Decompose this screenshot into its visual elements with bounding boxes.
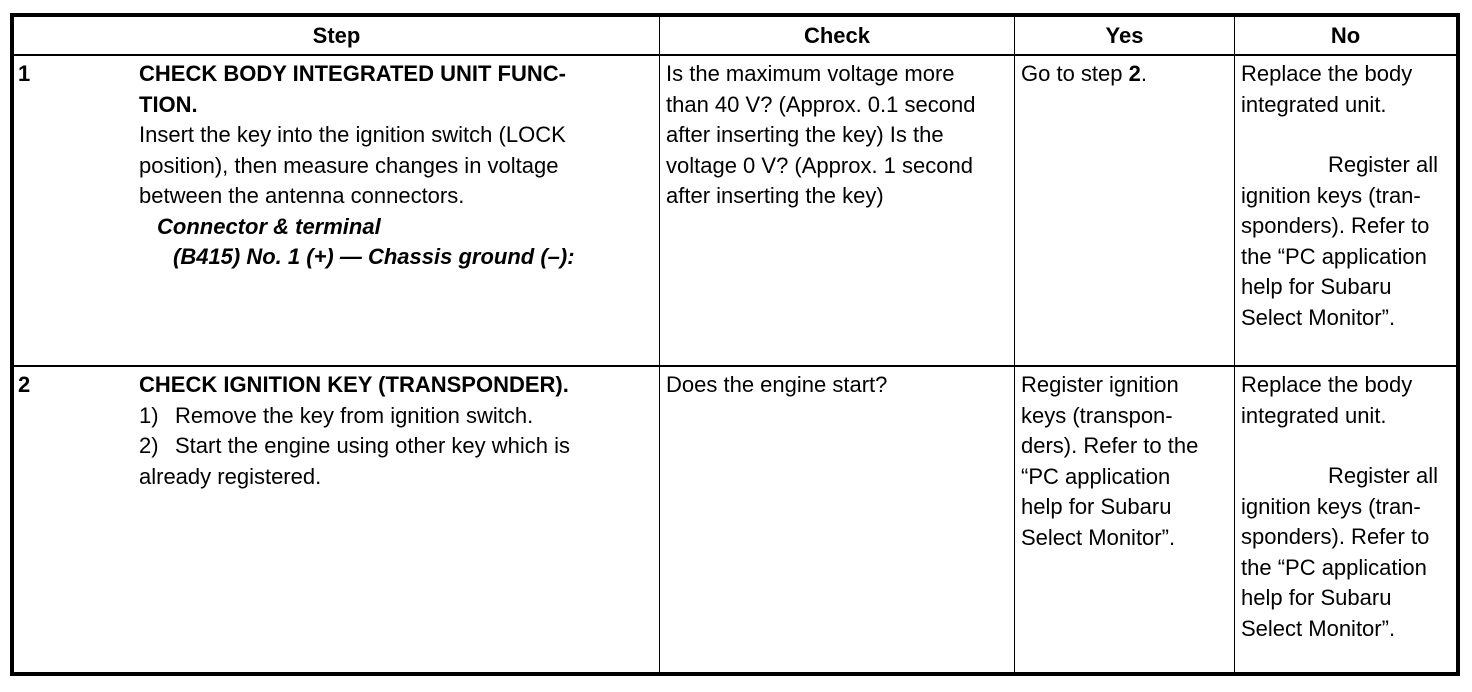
yes-line: ders). Refer to the [1021, 433, 1199, 458]
check-line: Does the engine start? [666, 372, 888, 397]
check-line: than 40 V? (Approx. 0.1 second [666, 91, 976, 117]
yes-line: keys (transpon- [1021, 402, 1173, 428]
no-line: help for Subaru [1241, 274, 1392, 299]
no-line: Replace the body [1241, 372, 1413, 397]
yes-step-ref: 2 [1128, 61, 1141, 86]
list-item-cont: already registered. [139, 463, 322, 489]
step-number: 1 [18, 61, 31, 86]
list-item-number: 2) [139, 433, 159, 458]
no-line: the “PC application [1241, 243, 1427, 269]
diagnostic-table [13, 16, 1457, 673]
connector-label: Connector & terminal [157, 213, 381, 239]
step-cell [14, 55, 660, 366]
check-line: after inserting the key) [666, 183, 884, 208]
no-line: Select Monitor”. [1241, 615, 1396, 641]
no-line: ignition keys (tran- [1241, 182, 1421, 208]
header-row [14, 17, 1457, 56]
connector-value: (B415) No. 1 (+) — Chassis ground (–): [173, 244, 575, 269]
no-line: the “PC application [1241, 554, 1427, 580]
no-line: integrated unit. [1241, 91, 1387, 117]
header-yes: Yes [1015, 17, 1235, 56]
list-item [139, 401, 655, 432]
check-line: Is the maximum voltage more [666, 61, 955, 86]
table-row [14, 366, 1457, 673]
header-check: Check [660, 17, 1015, 56]
no-cell [1235, 55, 1457, 366]
no-line: sponders). Refer to [1241, 213, 1430, 238]
yes-line: help for Subaru [1021, 494, 1172, 519]
yes-line: Register ignition [1021, 372, 1179, 397]
step-desc-line: between the antenna connectors. [139, 183, 465, 208]
no-line: Select Monitor”. [1241, 304, 1396, 330]
check-cell [660, 55, 1015, 366]
header-no: No [1235, 17, 1457, 56]
list-item-number: 1) [139, 402, 159, 428]
no-line: Register all [1327, 152, 1438, 177]
yes-line: Select Monitor”. [1021, 524, 1176, 550]
header-step: Step [14, 17, 660, 56]
no-cell [1235, 366, 1457, 673]
yes-line: “PC application [1021, 463, 1171, 489]
list-item-text: Start the engine using other key which is [175, 433, 571, 458]
no-line: help for Subaru [1241, 585, 1392, 610]
step-cell [14, 366, 660, 673]
check-cell [660, 366, 1015, 673]
step-desc-line: position), then measure changes in voltage [139, 152, 559, 178]
list-item-text: Remove the key from ignition switch. [175, 402, 534, 428]
diagnostic-table-frame [10, 13, 1460, 676]
yes-prefix: Go to step [1021, 61, 1129, 86]
step-body [139, 58, 655, 273]
no-line: ignition keys (tran- [1241, 493, 1421, 519]
step-number: 2 [18, 372, 31, 397]
yes-suffix: . [1140, 61, 1147, 86]
step-title: CHECK BODY INTEGRATED UNIT FUNC- [139, 61, 566, 86]
no-line: Replace the body [1241, 61, 1413, 86]
step-title-cont: TION. [139, 91, 198, 117]
list-item [139, 431, 655, 462]
yes-cell [1015, 366, 1235, 673]
step-body [139, 369, 655, 492]
no-line: integrated unit. [1241, 402, 1387, 428]
check-line: voltage 0 V? (Approx. 1 second [666, 152, 973, 178]
no-line: sponders). Refer to [1241, 524, 1430, 549]
no-line: Register all [1327, 463, 1438, 488]
yes-text [1021, 59, 1228, 90]
table-row [14, 55, 1457, 366]
step-desc-line: Insert the key into the ignition switch (LOCK [139, 122, 566, 147]
check-line: after inserting the key) Is the [666, 122, 944, 147]
step-title: CHECK IGNITION KEY (TRANSPONDER). [139, 372, 569, 397]
yes-cell [1015, 55, 1235, 366]
